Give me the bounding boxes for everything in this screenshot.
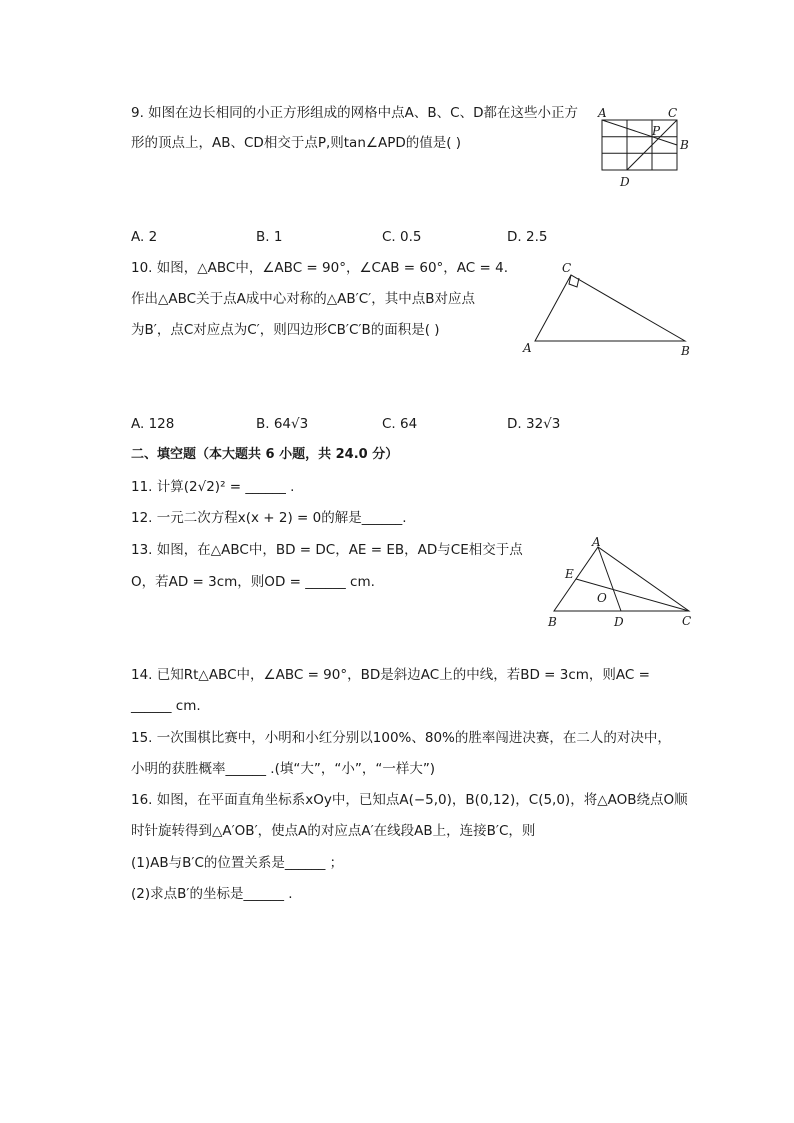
q10-choice-a: A. 128 <box>131 416 175 432</box>
q10-triangle-figure <box>518 258 698 362</box>
q16-text-line1: 16. 如图，在平面直角坐标系xOy中，已知点A(−5,0)，B(0,12)，C(5,0)，将△AOB绕点O顺 <box>131 792 688 808</box>
q9-choice-c: C. 0.5 <box>382 229 422 245</box>
q16-text-line2: 时针旋转得到△A′OB′，使点A的对应点A′在线段AB上，连接B′C，则 <box>131 823 536 839</box>
q14-text-line1: 14. 已知Rt△ABC中，∠ABC = 90°，BD是斜边AC上的中线，若BD = 3cm，则AC = <box>131 667 650 683</box>
q10-text-line2: 作出△ABC关于点A成中心对称的△AB′C′，其中点B对应点 <box>131 291 475 307</box>
q10-text-line1: 10. 如图，△ABC中，∠ABC = 90°，∠CAB = 60°，AC = 4. <box>131 260 508 276</box>
q9-grid-figure <box>594 102 694 194</box>
q16-text-line4: (2)求点B′的坐标是______ . <box>131 886 293 902</box>
q9-label-c: C <box>668 106 678 120</box>
q10-choice-d: D. 32√3 <box>507 416 561 432</box>
q13-label-c: C <box>682 614 692 628</box>
q13-label-a: A <box>592 536 601 549</box>
q13-label-d: D <box>614 615 624 629</box>
q14-text-line2: ______ cm. <box>131 698 201 714</box>
q10-choice-c: C. 64 <box>382 416 418 432</box>
section-fill-in-title: 二、填空题（本大题共 6 小题，共 24.0 分） <box>131 447 399 462</box>
q13-label-o: O <box>597 591 607 605</box>
q13-text-line2: O，若AD = 3cm，则OD = ______ cm. <box>131 574 375 590</box>
q15-text-line1: 15. 一次围棋比赛中，小明和小红分别以100%、80%的胜率闯进决赛，在二人的对决中， <box>131 730 671 746</box>
q9-text-line2: 形的顶点上，AB、CD相交于点P,则tan∠APD的值是( ) <box>131 135 462 151</box>
q9-choice-a: A. 2 <box>131 229 158 245</box>
q9-choice-d: D. 2.5 <box>507 229 548 245</box>
q9-label-a: A <box>598 106 607 120</box>
q10-choice-b: B. 64√3 <box>256 416 309 432</box>
q9-label-b: B <box>680 138 689 152</box>
q10-label-a: A <box>523 341 532 355</box>
q13-triangle-figure <box>540 536 700 632</box>
q10-text-line3: 为B′，点C对应点为C′，则四边形CB′C′B的面积是( ) <box>131 322 440 338</box>
q15-text-line2: 小明的获胜概率______ .(填“大”，“小”，“一样大”) <box>131 761 436 777</box>
q13-text-line1: 13. 如图，在△ABC中，BD = DC，AE = EB，AD与CE相交于点 <box>131 542 523 558</box>
q9-choice-b: B. 1 <box>256 229 283 245</box>
q11-text: 11. 计算(2√2)² = ______ . <box>131 479 295 495</box>
q9-label-d: D <box>620 175 630 189</box>
q9-text-line1: 9. 如图在边长相同的小正方形组成的网格中点A、B、C、D都在这些小正方 <box>131 105 578 121</box>
q10-label-c: C <box>562 261 572 275</box>
q12-text: 12. 一元二次方程x(x + 2) = 0的解是______. <box>131 510 407 526</box>
q13-label-b: B <box>548 615 557 629</box>
q16-text-line3: (1)AB与B′C的位置关系是______ ； <box>131 855 344 871</box>
q10-label-b: B <box>681 344 690 358</box>
q13-label-e: E <box>565 567 574 581</box>
q9-label-p: P <box>652 124 661 138</box>
